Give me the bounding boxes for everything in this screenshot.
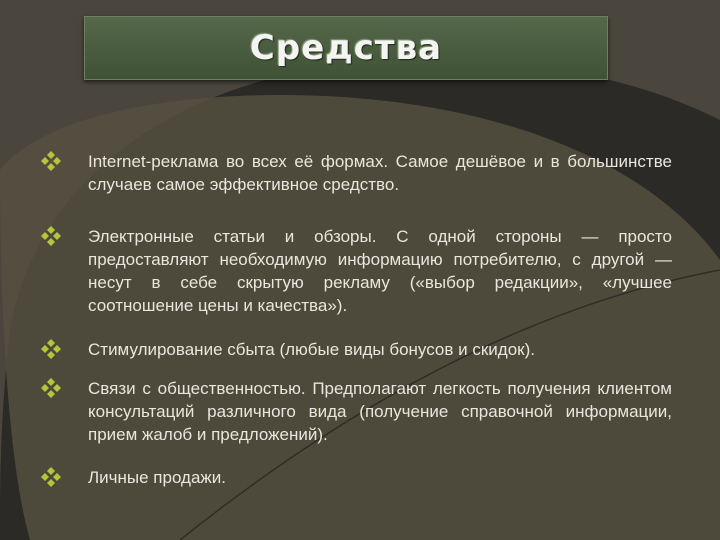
four-diamond-bullet-icon <box>40 338 62 360</box>
bullet-text: Электронные статьи и обзоры. С одной стороны — просто предоставляют необходимую информацию потребителю, с другой — несут в себе скрытую рекламу («выбор редакции», «лучшее соотношение цены и качества»). <box>88 227 672 315</box>
bullet-text: Internet-реклама во всех её формах. Самое дешёвое и в большинстве случаев самое эффективное средство. <box>88 152 672 194</box>
bullet-text: Личные продажи. <box>88 468 227 487</box>
list-item <box>40 466 672 489</box>
four-diamond-bullet-icon <box>40 150 62 172</box>
four-diamond-bullet-icon <box>40 225 62 247</box>
list-item <box>40 150 672 196</box>
list-item <box>40 225 672 317</box>
title-banner <box>84 16 608 80</box>
slide-title: Средства <box>249 28 443 68</box>
list-item <box>40 338 672 361</box>
four-diamond-bullet-icon <box>40 466 62 488</box>
bullet-text: Стимулирование сбыта (любые виды бонусов и скидок). <box>88 340 535 359</box>
four-diamond-bullet-icon <box>40 377 62 399</box>
list-item <box>40 377 672 446</box>
bullet-text: Связи с общественностью. Предполагают легкость получения клиентом консультаций различного вида (получение справочной информации, прием жалоб и предложений). <box>88 379 672 444</box>
